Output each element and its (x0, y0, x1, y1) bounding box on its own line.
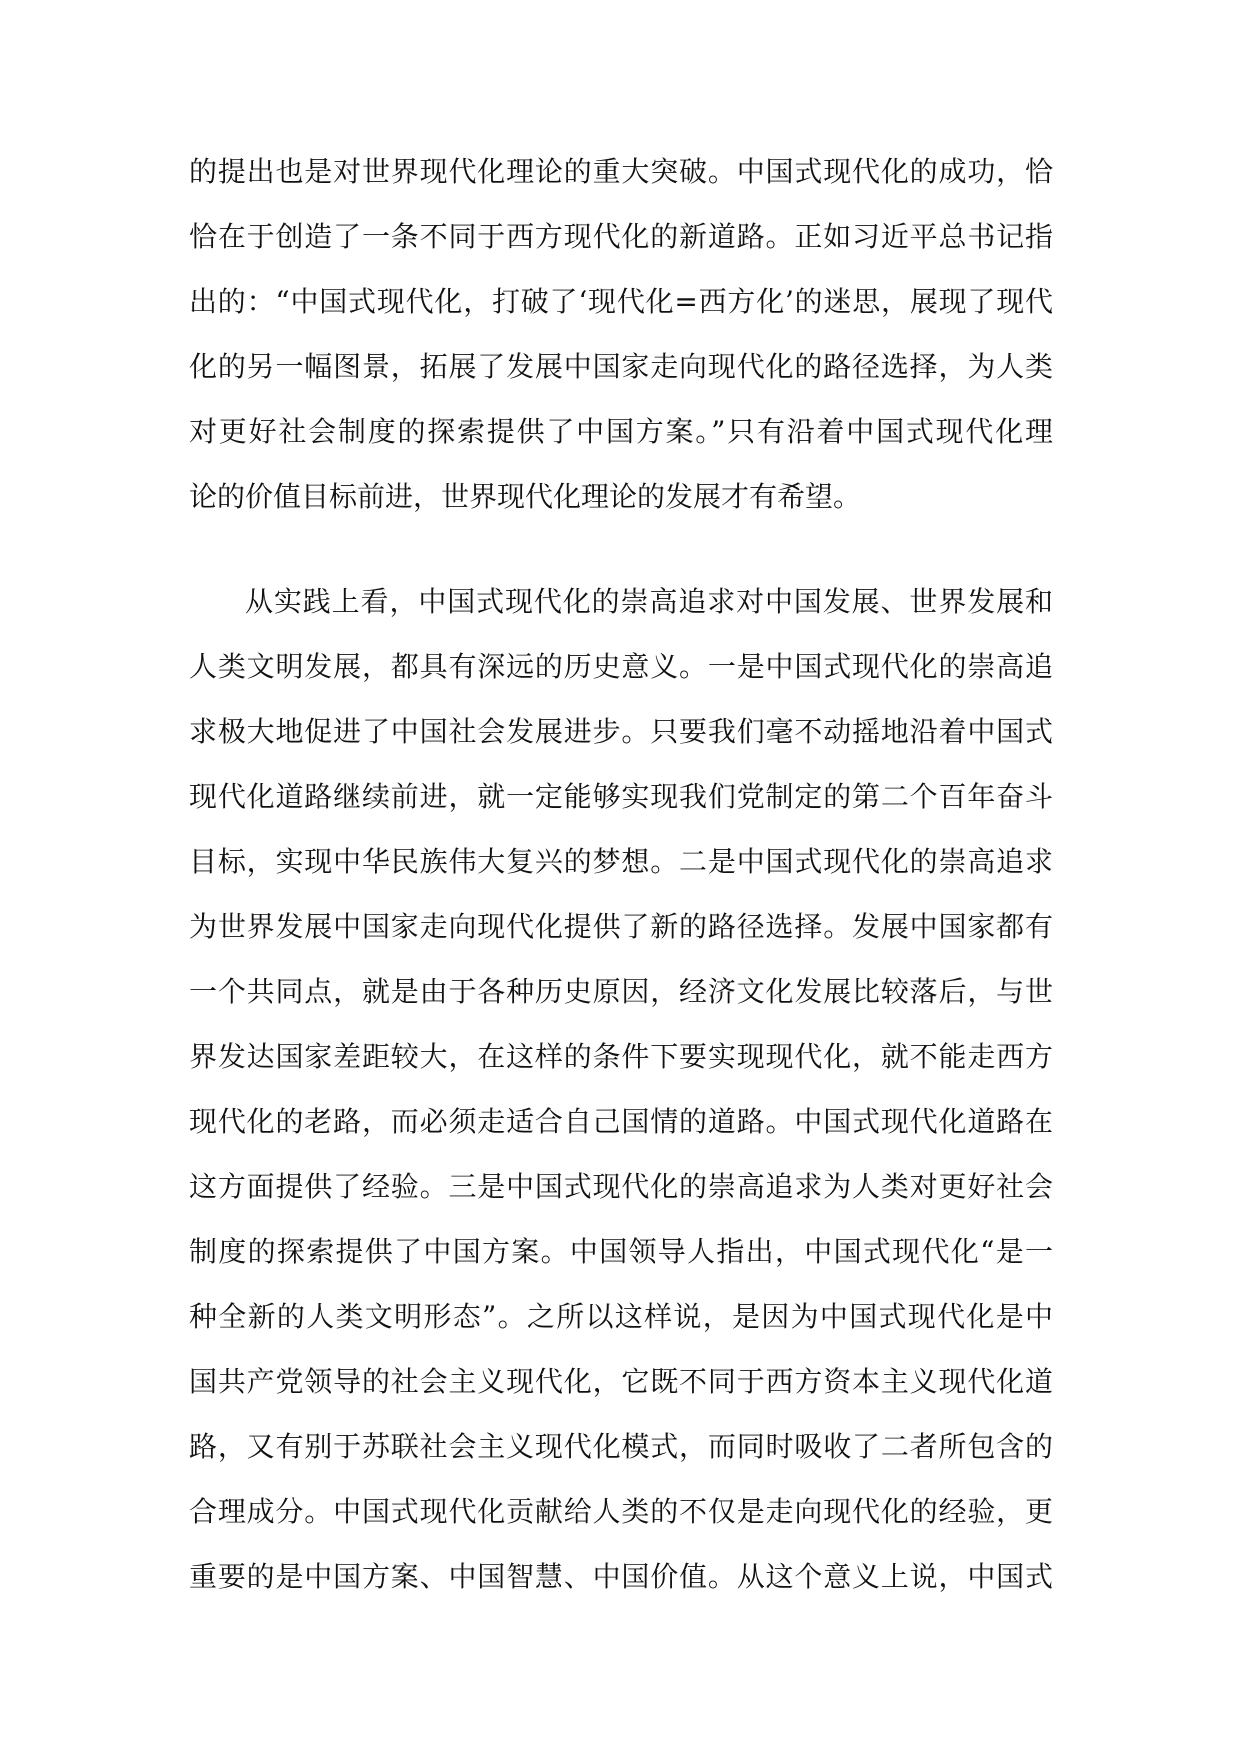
text-line: 路，又有别于苏联社会主义现代化模式，而同时吸收了二者所包含的 (189, 1430, 1053, 1463)
text-line: 种全新的人类文明形态”。之所以这样说，是因为中国式现代化是中 (189, 1300, 1053, 1333)
text-line: 论的价值目标前进，世界现代化理论的发展才有希望。 (189, 480, 862, 513)
text-line: 重要的是中国方案、中国智慧、中国价值。从这个意义上说，中国式 (189, 1560, 1053, 1593)
text-line: 的提出也是对世界现代化理论的重大突破。中国式现代化的成功，恰 (189, 155, 1053, 188)
text-line: 目标，实现中华民族伟大复兴的梦想。二是中国式现代化的崇高追求 (189, 845, 1053, 878)
text-line: 合理成分。中国式现代化贡献给人类的不仅是走向现代化的经验，更 (189, 1495, 1053, 1528)
text-line: 恰在于创造了一条不同于西方现代化的新道路。正如习近平总书记指 (189, 220, 1053, 253)
text-line: 为世界发展中国家走向现代化提供了新的路径选择。发展中国家都有 (189, 910, 1053, 943)
text-line: 出的：“中国式现代化，打破了‘现代化=西方化’的迷思，展现了现代 (189, 285, 1053, 318)
text-line: 这方面提供了经验。三是中国式现代化的崇高追求为人类对更好社会 (189, 1170, 1053, 1203)
text-line: 界发达国家差距较大，在这样的条件下要实现现代化，就不能走西方 (189, 1040, 1053, 1073)
text-line: 制度的探索提供了中国方案。中国领导人指出，中国式现代化“是一 (189, 1235, 1053, 1268)
text-line: 一个共同点，就是由于各种历史原因，经济文化发展比较落后，与世 (189, 975, 1053, 1008)
text-line: 现代化的老路，而必须走适合自己国情的道路。中国式现代化道路在 (189, 1105, 1053, 1138)
text-line: 对更好社会制度的探索提供了中国方案。”只有沿着中国式现代化理 (189, 415, 1053, 448)
text-line: 国共产党领导的社会主义现代化，它既不同于西方资本主义现代化道 (189, 1365, 1053, 1398)
text-line: 人类文明发展，都具有深远的历史意义。一是中国式现代化的崇高追 (189, 650, 1053, 683)
text-line: 现代化道路继续前进，就一定能够实现我们党制定的第二个百年奋斗 (189, 780, 1053, 813)
text-line: 从实践上看，中国式现代化的崇高追求对中国发展、世界发展和 (245, 585, 1053, 618)
text-line: 化的另一幅图景，拓展了发展中国家走向现代化的路径选择，为人类 (189, 350, 1053, 383)
text-line: 求极大地促进了中国社会发展进步。只要我们毫不动摇地沿着中国式 (189, 715, 1053, 748)
